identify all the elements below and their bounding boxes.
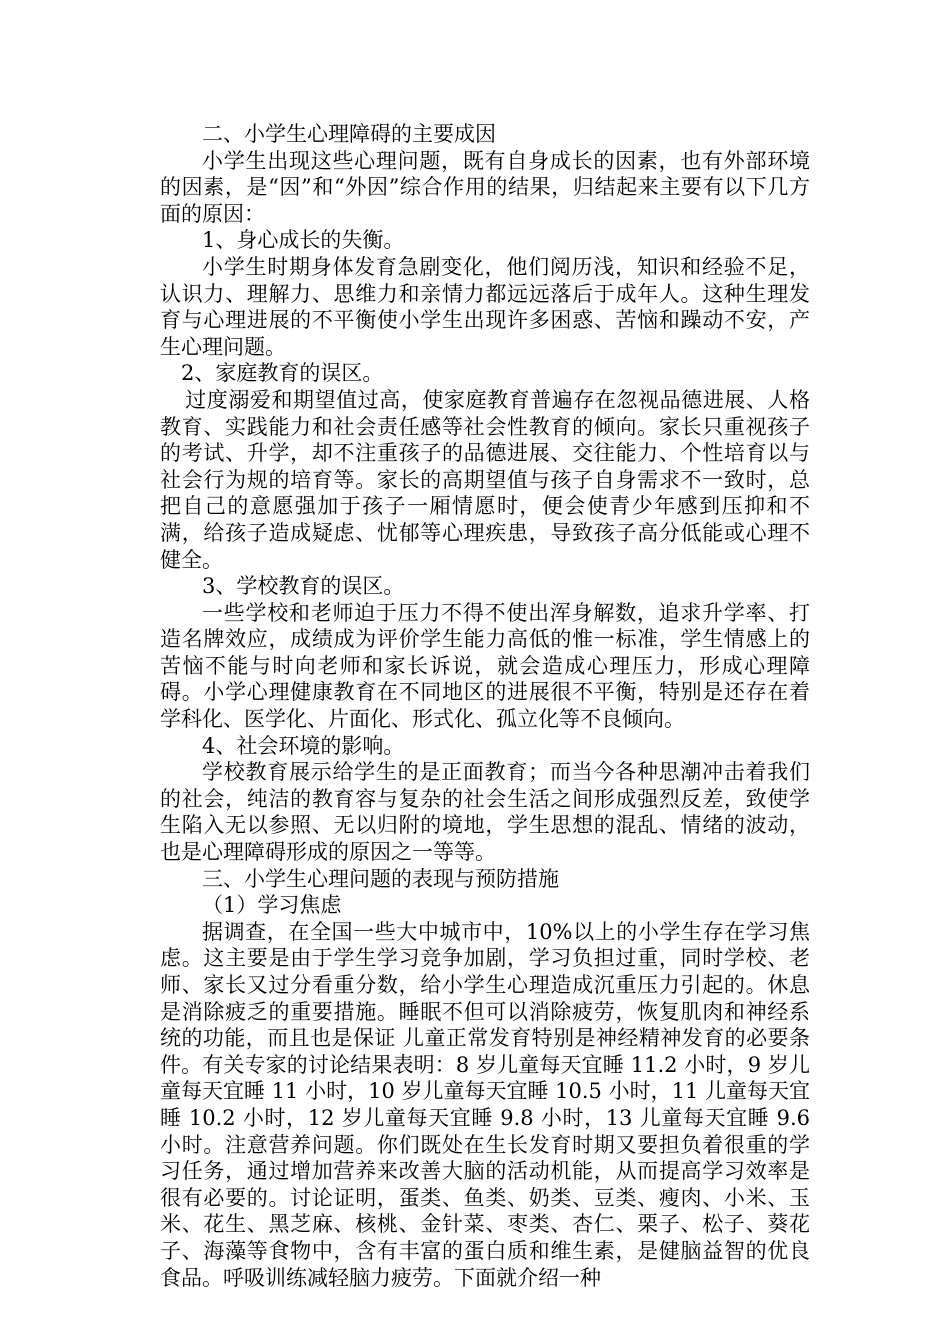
- subheading-school-education: 3、学校教育的误区。: [202, 574, 405, 599]
- section-heading-symptoms-prevention: 三、小学生心理问题的表现与预防措施: [202, 866, 559, 891]
- document-body: [160, 121, 810, 1291]
- paragraph-family-education: 过度溺爱和期望值过高，使家庭教育普遍存在忽视品德进展、人格教育、实践能力和社会责任感等社会性教育的倾向。家长只重视孩子的考试、升学，却不注重孩子的品德进展、交往能力、个性培育以与社会行为规的培育等。家长的高期望值与孩子自身需求不一致时，总把自己的意愿强加于孩子一厢情愿时，便会使青少年感到压抑和不满，给孩子造成疑虑、忧郁等心理疾患，导致孩子高分低能或心理不健全。: [160, 387, 810, 572]
- paragraph-learning-anxiety: 据调查，在全国一些大中城市中，10%以上的小学生存在学习焦虑。这主要是由于学生学习竞争加剧，学习负担过重，同时学校、老师、家长又过分看重分数，给小学生心理造成沉重压力引起的。休息是消除疲乏的重要措施。睡眠不但可以消除疲劳，恢复肌肉和神经系统的功能，而且也是保证 儿童正常发育特别是神经精神发育的必要条件。有关专家的讨论结果表明：8 岁儿童每天宜睡 11.2 小时，9 岁儿童每天宜睡 11 小时，10 岁儿童每天宜睡 10.5 小时，11 儿童每天宜睡 10.2 小时，12 岁儿童每天宜睡 9.8 小时，13 儿童每天宜睡 9.6 小时。注意营养问题。你们既处在生长发育时期又要担负着很重的学习任务，通过增加营养来改善大脑的活动机能，从而提高学习效率是很有必要的。讨论证明，蛋类、鱼类、奶类、豆类、瘦肉、小米、玉米、花生、黑芝麻、核桃、金针菜、枣类、杏仁、栗子、松子、葵花子、海藻等食物中，含有丰富的蛋白质和维生素，是健脑益智的优良食品。呼吸训练减轻脑力疲劳。下面就介绍一种: [160, 919, 810, 1290]
- paragraph-causes-intro: 小学生出现这些心理问题，既有自身成长的因素，也有外部环境的因素，是“因”和“外因”综合作用的结果，归结起来主要有以下几方面的原因：: [160, 148, 810, 226]
- subheading-family-education: 2、家庭教育的误区。: [181, 361, 384, 386]
- paragraph-physical-mental-imbalance: 小学生时期身体发育急剧变化，他们阅历浅，知识和经验不足，认识力、理解力、思维力和亲情力都远远落后于成年人。这种生理发育与心理进展的不平衡使小学生出现许多困惑、苦恼和躁动不安，产生心理问题。: [160, 254, 810, 359]
- paragraph-social-environment: 学校教育展示给学生的是正面教育；而当今各种思潮冲击着我们的社会，纯洁的教育容与复杂的社会生活之间形成强烈反差，致使学生陷入无以参照、无以归附的境地，学生思想的混乱、情绪的波动，也是心理障碍形成的原因之一等等。: [160, 760, 810, 865]
- section-heading-causes: 二、小学生心理障碍的主要成因: [202, 122, 496, 146]
- subheading-learning-anxiety: （1）学习焦虑: [202, 893, 342, 918]
- subheading-social-environment: 4、社会环境的影响。: [202, 733, 405, 758]
- subheading-physical-mental-imbalance: 1、身心成长的失衡。: [202, 228, 405, 253]
- paragraph-school-education: 一些学校和老师迫于压力不得不使出浑身解数，追求升学率、打造名牌效应，成绩成为评价学生能力高低的惟一标准，学生情感上的苦恼不能与时向老师和家长诉说，就会造成心理压力，形成心理障碍。小学心理健康教育在不同地区的进展很不平衡，特别是还存在着学科化、医学化、片面化、形式化、孤立化等不良倾向。: [160, 600, 810, 732]
